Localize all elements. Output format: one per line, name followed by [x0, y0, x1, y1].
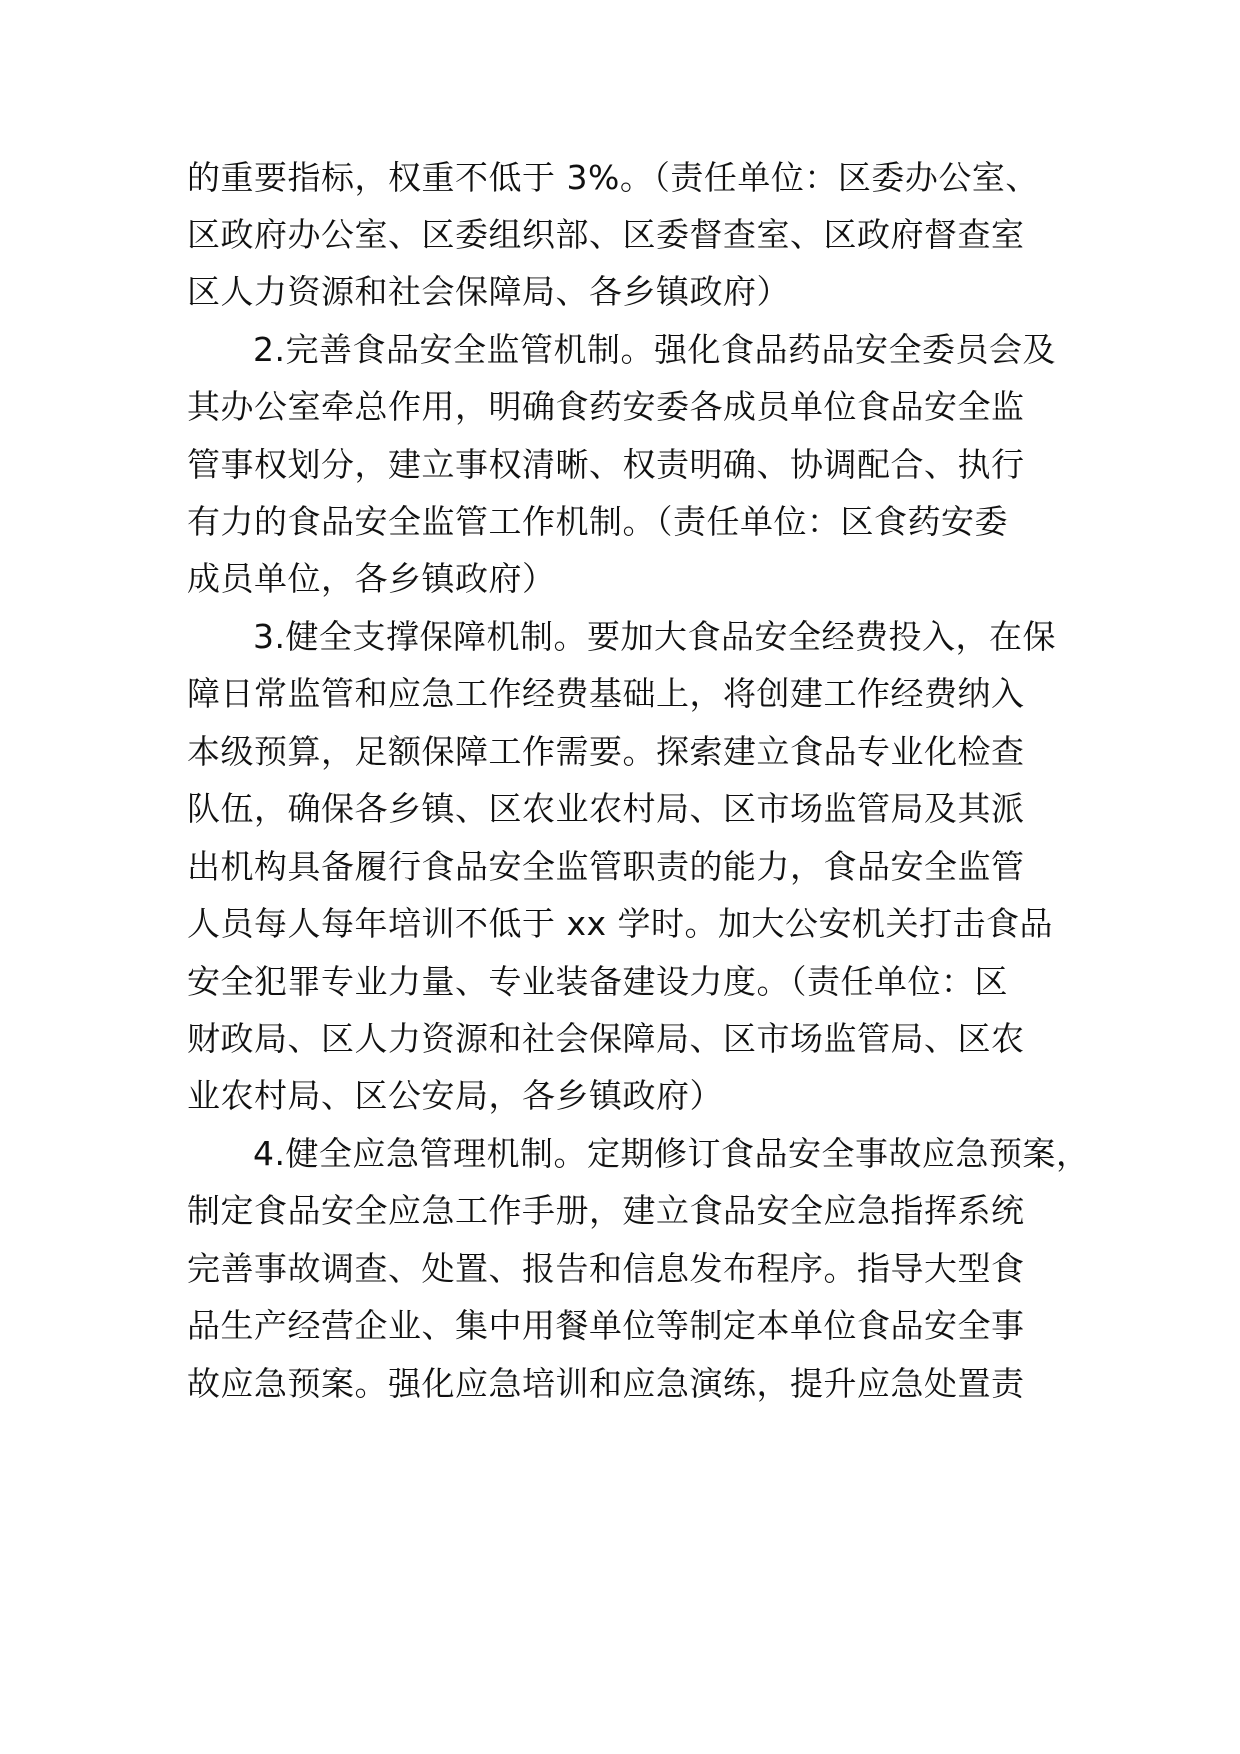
text-line: 财政局、区人力资源和社会保障局、区市场监管局、区农 — [187, 1019, 1025, 1058]
text-line: 的重要指标，权重不低于 3%。（责任单位：区委办公室、 — [187, 158, 1039, 197]
text-line: 出机构具备履行食品安全监管职责的能力，食品安全监管 — [187, 847, 1025, 886]
text-line: 故应急预案。强化应急培训和应急演练，提升应急处置责 — [187, 1364, 1025, 1403]
text-line: 人员每人每年培训不低于 xx 学时。加大公安机关打击食品 — [187, 904, 1054, 943]
text-line: 完善事故调查、处置、报告和信息发布程序。指导大型食 — [187, 1249, 1025, 1288]
text-line: 本级预算，足额保障工作需要。探索建立食品专业化检查 — [187, 732, 1025, 771]
paragraph-2-first-line: 2.完善食品安全监管机制。强化食品药品安全委员会及 — [253, 330, 1056, 369]
text-line: 其办公室牵总作用，明确食药安委各成员单位食品安全监 — [187, 387, 1025, 426]
text-line: 安全犯罪专业力量、专业装备建设力度。（责任单位：区 — [187, 962, 1008, 1001]
text-line: 制定食品安全应急工作手册，建立食品安全应急指挥系统 — [187, 1191, 1025, 1230]
paragraph-4-first-line: 4.健全应急管理机制。定期修订食品安全事故应急预案， — [253, 1134, 1090, 1173]
text-line: 管事权划分，建立事权清晰、权责明确、协调配合、执行 — [187, 445, 1025, 484]
text-line: 品生产经营企业、集中用餐单位等制定本单位食品安全事 — [187, 1306, 1025, 1345]
text-line: 队伍，确保各乡镇、区农业农村局、区市场监管局及其派 — [187, 789, 1025, 828]
paragraph-3-first-line: 3.健全支撑保障机制。要加大食品安全经费投入，在保 — [253, 617, 1056, 656]
text-line: 区政府办公室、区委组织部、区委督查室、区政府督查室 — [187, 215, 1025, 254]
text-line: 业农村局、区公安局，各乡镇政府） — [187, 1076, 723, 1115]
text-line: 有力的食品安全监管工作机制。（责任单位：区食药安委 — [187, 502, 1008, 541]
text-line: 成员单位，各乡镇政府） — [187, 559, 556, 598]
text-line: 区人力资源和社会保障局、各乡镇政府） — [187, 272, 790, 311]
text-line: 障日常监管和应急工作经费基础上，将创建工作经费纳入 — [187, 674, 1025, 713]
